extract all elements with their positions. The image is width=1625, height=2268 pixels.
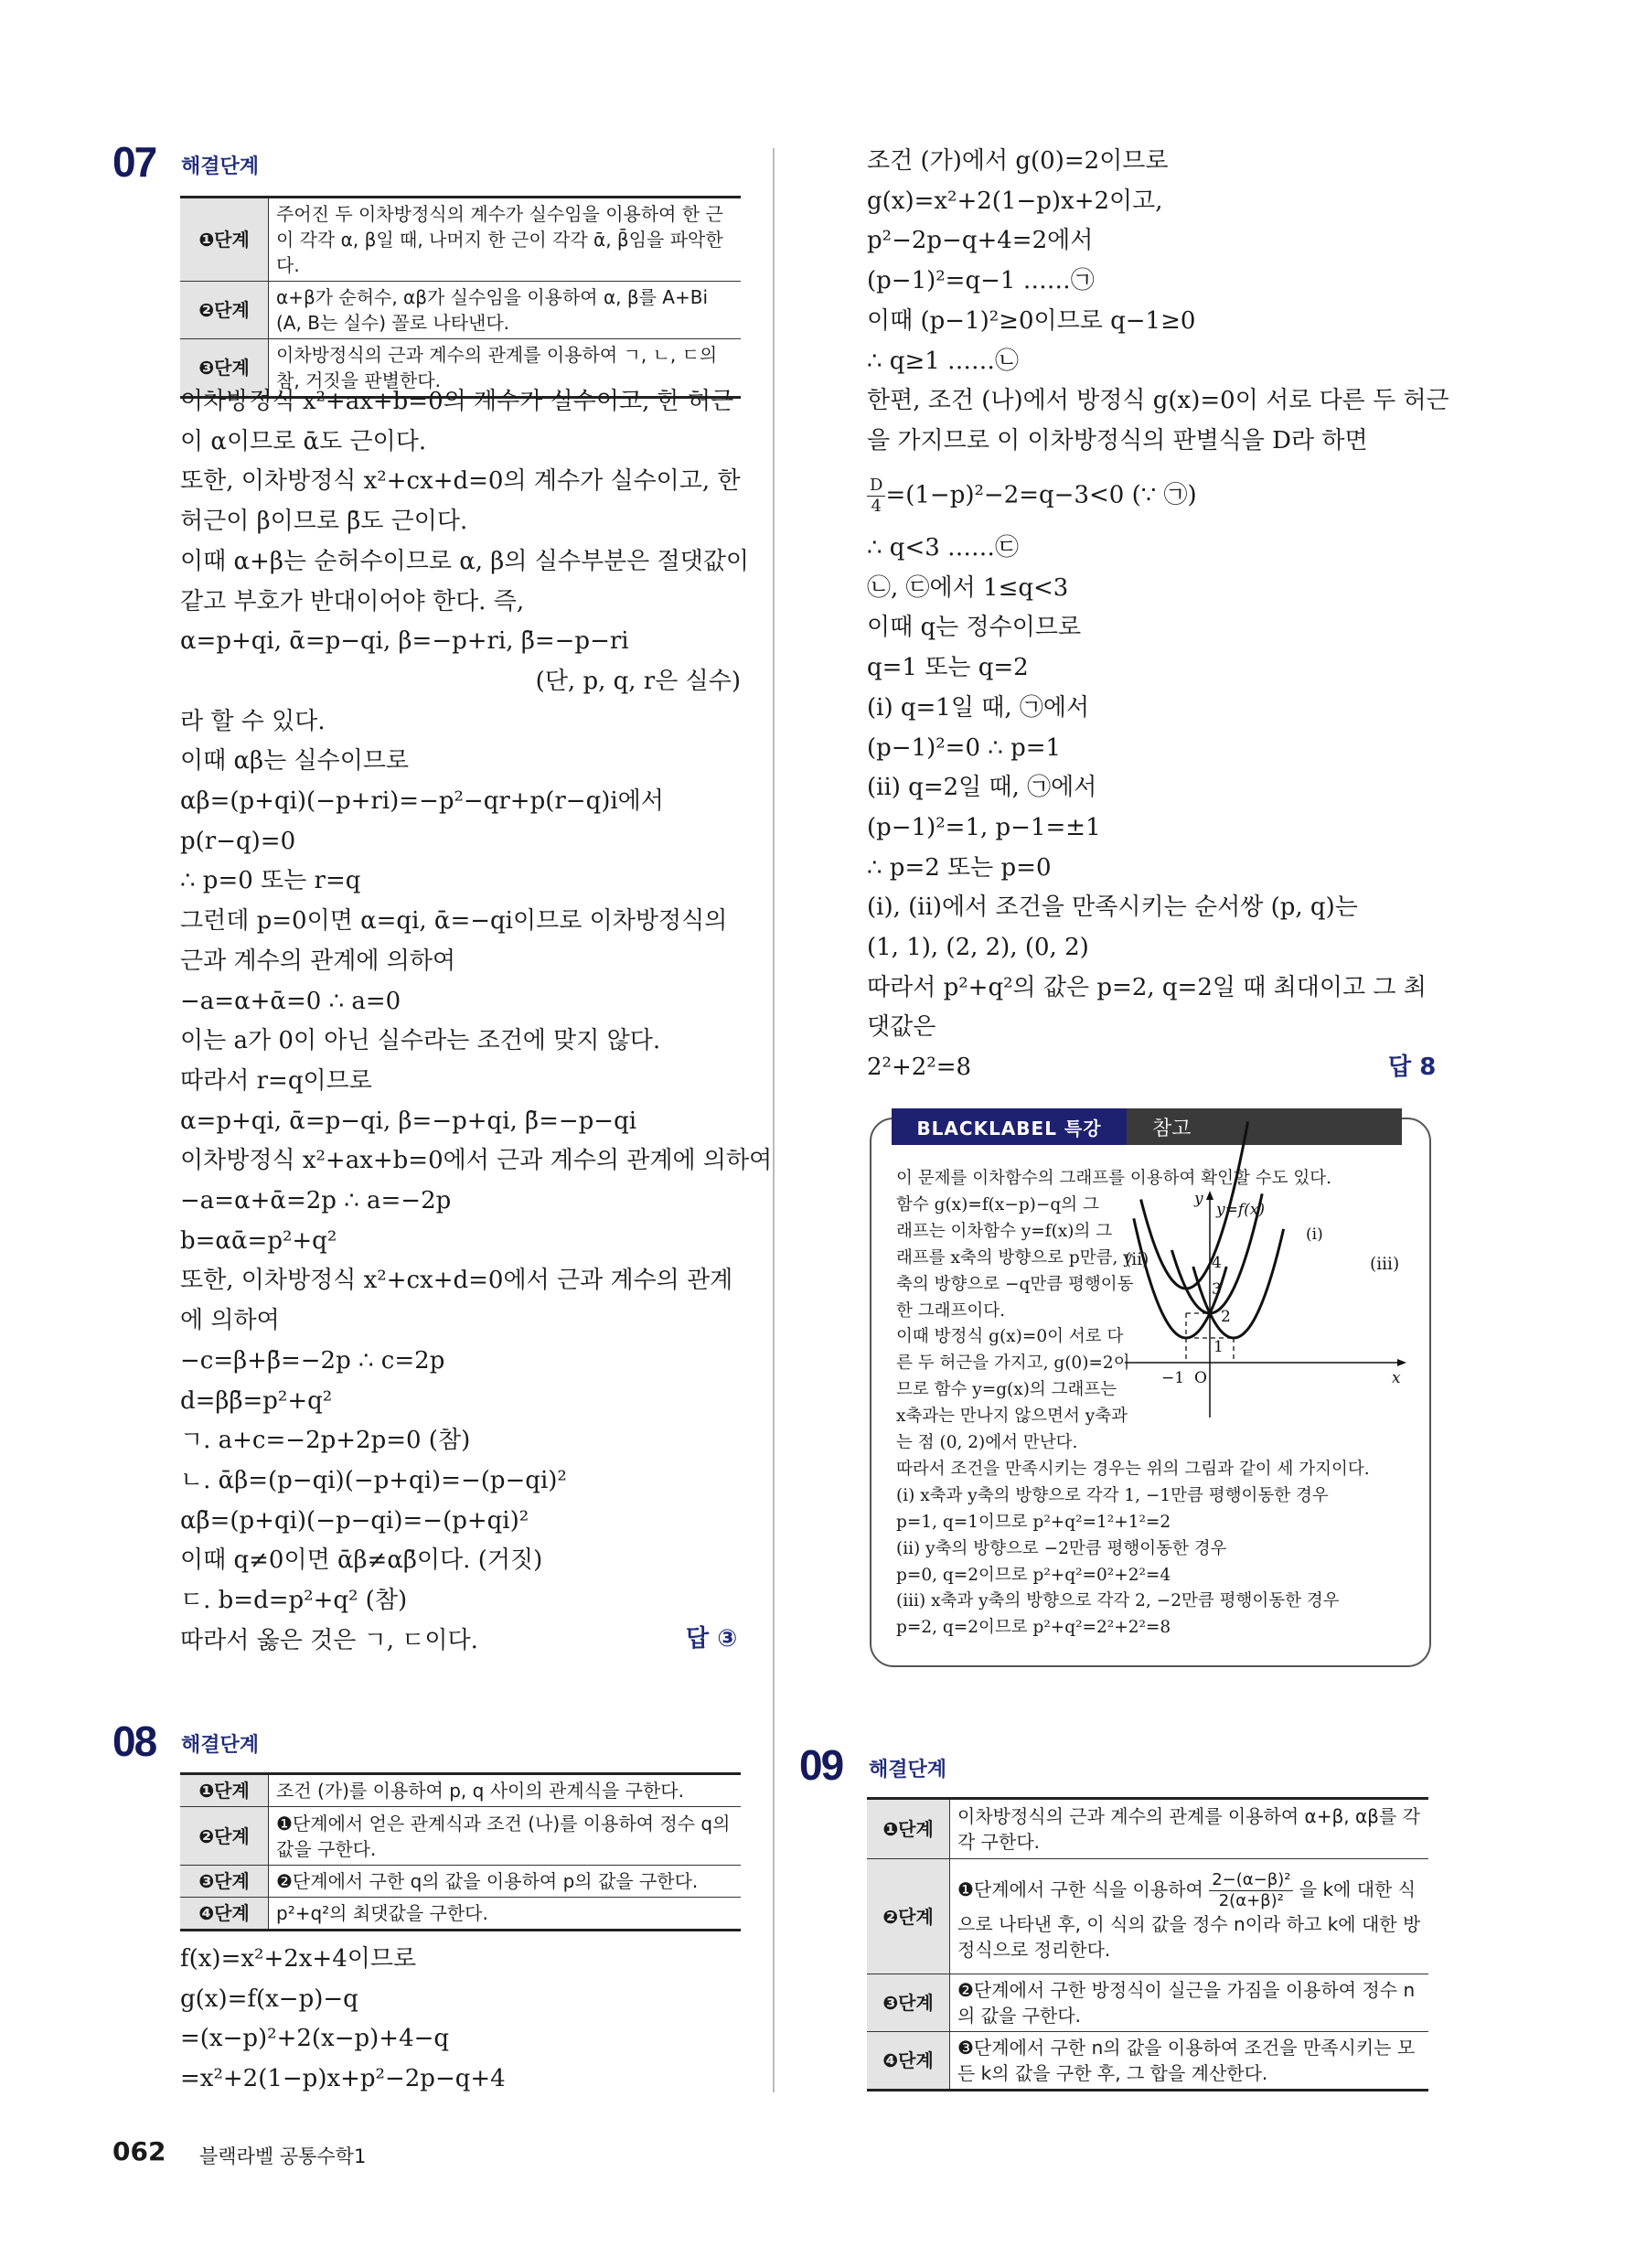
text-line: 므로 함수 y=g(x)의 그래프는 xyxy=(896,1380,1117,1400)
blacklabel-subtitle: 참고 xyxy=(1127,1108,1402,1145)
step-row xyxy=(180,1774,741,1807)
text-line: −a=α+ᾱ=2p ∴ a=−2p xyxy=(180,1187,452,1214)
step-row xyxy=(867,1799,1428,1859)
step-label: ❶단계 xyxy=(180,198,269,282)
numerator: D xyxy=(867,476,885,497)
fraction xyxy=(867,476,885,517)
steps-table-08 xyxy=(180,1772,741,1931)
text-line: 이때 방정식 g(x)=0이 서로 다 xyxy=(896,1327,1124,1347)
step-text: 이차방정식의 근과 계수의 관계를 이용하여 α+β, αβ를 각각 구한다. xyxy=(950,1799,1429,1859)
step-text: ❷단계에서 구한 방정식이 실근을 가짐을 이용하여 정수 n의 값을 구한다. xyxy=(950,1974,1429,2032)
text-line: d=ββ̄=p²+q² xyxy=(180,1386,333,1415)
text-line: x축과는 만나지 않으면서 y축과 xyxy=(896,1407,1128,1427)
solution-steps-heading-09: 해결단계 xyxy=(869,1759,947,1781)
text-line: 따라서 r=q이므로 xyxy=(180,1066,372,1095)
text-line: 그런데 p=0이면 α=qi, ᾱ=−qi이므로 이차방정식의 xyxy=(180,907,728,936)
tick-3: 3 xyxy=(1212,1280,1222,1299)
step-row xyxy=(867,1859,1428,1974)
text-line: 한편, 조건 (나)에서 방정식 g(x)=0이 서로 다른 두 허근 xyxy=(867,387,1449,415)
text-line: α=p+qi, ᾱ=p−qi, β=−p+qi, β̄=−p−qi xyxy=(180,1107,637,1135)
text-line: =x²+2(1−p)x+p²−2p−q+4 xyxy=(180,2065,506,2093)
step-text: ❷단계에서 구한 q의 값을 이용하여 p의 값을 구한다. xyxy=(269,1866,742,1898)
step-label: ❹단계 xyxy=(180,1898,269,1931)
blacklabel-tab xyxy=(892,1108,1402,1145)
text-line: 근과 계수의 관계에 의하여 xyxy=(180,947,456,975)
fraction xyxy=(1209,1870,1293,1911)
tick-4: 4 xyxy=(1212,1254,1222,1272)
text-line: 이때 (p−1)²≥0이므로 q−1≥0 xyxy=(867,306,1196,335)
text-line: (p−1)²=q−1 ……㉠ xyxy=(867,267,1095,295)
step-row xyxy=(867,2032,1428,2091)
text-line: g(x)=x²+2(1−p)x+2이고, xyxy=(867,187,1163,215)
answer-07 xyxy=(686,1622,737,1655)
text-line: 이 문제를 이차함수의 그래프를 이용하여 확인할 수도 있다. xyxy=(896,1169,1331,1188)
y-axis-label: y xyxy=(1194,1190,1203,1208)
text-line: (단, p, q, r은 실수) xyxy=(535,667,741,695)
step-text: p²+q²의 최댓값을 구한다. xyxy=(276,1902,488,1924)
text-line: 이때 q≠0이면 ᾱβ≠αβ̄이다. (거짓) xyxy=(180,1546,543,1575)
x-axis-label: x xyxy=(1392,1369,1401,1387)
curve-i-label: (i) xyxy=(1306,1225,1323,1244)
step-label: ❶단계 xyxy=(180,1774,269,1807)
problem-number-09: 09 xyxy=(799,1741,843,1789)
problem-number-07: 07 xyxy=(112,138,156,186)
text-line: 따라서 p²+q²의 값은 p=2, q=2일 때 최대이고 그 최 xyxy=(867,973,1427,1001)
step-label: ❹단계 xyxy=(867,2032,950,2091)
step-text-post: 을 k에 대한 식으로 나타낸 후, 이 식의 값을 정수 n이라 하고 k에 대한 방정식으로 정리한다. xyxy=(957,1878,1421,1961)
text-line: =(x−p)²+2(x−p)+4−q xyxy=(180,2025,450,2053)
step-row xyxy=(867,1974,1428,2032)
denominator: 2(α+β)² xyxy=(1218,1891,1284,1910)
text-line: (i) q=1일 때, ㉠에서 xyxy=(867,693,1090,722)
text-line: 는 점 (0, 2)에서 만난다. xyxy=(896,1433,1078,1452)
step-text: 조건 (가)를 이용하여 p, q 사이의 관계식을 구한다. xyxy=(269,1774,742,1807)
text-line: 따라서 조건을 만족시키는 경우는 위의 그림과 같이 세 가지이다. xyxy=(896,1459,1370,1479)
text-line: p=2, q=2이므로 p²+q²=2²+2²=8 xyxy=(896,1618,1171,1638)
text-line: 이차방정식 x²+ax+b=0의 계수가 실수이고, 한 허근 xyxy=(180,388,734,415)
text-line: ∴ q<3 ……㉢ xyxy=(867,534,1020,562)
text-line: g(x)=f(x−p)−q xyxy=(180,1984,358,2013)
text-line: 이 α이므로 ᾱ도 근이다. xyxy=(180,427,427,455)
text-line: 른 두 허근을 가지고, g(0)=2이 xyxy=(896,1353,1130,1374)
text-line: (1, 1), (2, 2), (0, 2) xyxy=(867,934,1089,961)
step-row xyxy=(180,1866,741,1898)
text-line: ∴ p=0 또는 r=q xyxy=(180,867,361,895)
step-label: ❸단계 xyxy=(180,339,269,398)
text-line: (p−1)²=1, p−1=±1 xyxy=(867,813,1101,841)
text-line: 래프를 x축의 방향으로 p만큼, y xyxy=(896,1247,1133,1268)
text-line: 따라서 옳은 것은 ㄱ, ㄷ이다. xyxy=(180,1626,478,1654)
step-row xyxy=(180,282,741,339)
y-axis-arrow xyxy=(1206,1191,1213,1200)
steps-table-07 xyxy=(180,196,741,399)
text-line: −a=α+ᾱ=0 ∴ a=0 xyxy=(180,987,401,1015)
text-line: 이때 α+β는 순허수이므로 α, β의 실수부분은 절댓값이 xyxy=(180,547,750,575)
text-line: (ii) q=2일 때, ㉠에서 xyxy=(867,774,1097,802)
text-line: ∴ p=2 또는 p=0 xyxy=(867,853,1052,882)
text-line: (iii) x축과 y축의 방향으로 각각 2, −2만큼 평행이동한 경우 xyxy=(896,1591,1340,1611)
step-row xyxy=(180,1898,741,1931)
step-label: ❸단계 xyxy=(867,1974,950,2032)
text-line: 댓값은 xyxy=(867,1013,936,1042)
text-line: 축의 방향으로 −q만큼 평행이동 xyxy=(896,1274,1134,1294)
f-curve-label: y=f(x) xyxy=(1216,1201,1265,1219)
text-line: q=1 또는 q=2 xyxy=(867,654,1029,682)
text-line: αβ=(p+qi)(−p+ri)=−p²−qr+p(r−q)i에서 xyxy=(180,787,664,815)
answer-value: 8 xyxy=(1419,1054,1437,1081)
step-row xyxy=(180,1807,741,1866)
answer-value: ③ xyxy=(717,1625,738,1653)
text-line: 한 그래프이다. xyxy=(896,1300,1005,1321)
text-line: 을 가지므로 이 이차방정식의 판별식을 D라 하면 xyxy=(867,426,1368,455)
step-row xyxy=(180,198,741,282)
text-line: b=αᾱ=p²+q² xyxy=(180,1226,337,1255)
step-label: ❶단계 xyxy=(867,1799,950,1859)
text-line: 또한, 이차방정식 x²+cx+d=0의 계수가 실수이고, 한 xyxy=(180,467,741,496)
text-line: (ii) y축의 방향으로 −2만큼 평행이동한 경우 xyxy=(896,1538,1227,1558)
curve-ii-label: (ii) xyxy=(1125,1250,1149,1269)
answer-label: 답 xyxy=(1388,1054,1412,1081)
text-line: 같고 부호가 반대이어야 한다. 즉, xyxy=(180,587,525,615)
x-axis-arrow xyxy=(1397,1359,1406,1366)
curve-iii-label: (iii) xyxy=(1370,1255,1400,1274)
tick-minus-1: −1 xyxy=(1161,1369,1185,1387)
answer-08 xyxy=(1388,1051,1436,1084)
text-line: 이때 αβ는 실수이므로 xyxy=(180,747,410,776)
text-line: ㄴ. ᾱβ=(p−qi)(−p+qi)=−(p−qi)² xyxy=(180,1466,567,1494)
blacklabel-title: BLACKLABEL 특강 xyxy=(892,1108,1127,1145)
text-line: 에 의하여 xyxy=(180,1307,280,1335)
text-line: −c=β+β̄=−2p ∴ c=2p xyxy=(180,1346,445,1375)
tick-2: 2 xyxy=(1221,1308,1231,1326)
answer-label: 답 xyxy=(686,1625,710,1653)
step-text: α+β가 순허수, αβ가 실수임을 이용하여 α, β를 A+Bi (A, B는 실수) 꼴로 나타낸다. xyxy=(269,282,742,339)
column-divider xyxy=(773,148,775,2092)
tick-1: 1 xyxy=(1213,1338,1224,1356)
text-line: p=1, q=1이므로 p²+q²=1²+1²=2 xyxy=(896,1512,1171,1532)
book-title: 블랙라벨 공통수학1 xyxy=(199,2145,367,2167)
step-label: ❷단계 xyxy=(180,282,269,339)
steps-table-09 xyxy=(867,1797,1428,2091)
text-line: (p−1)²=0 ∴ p=1 xyxy=(867,733,1062,762)
page-number: 062 xyxy=(112,2136,166,2166)
discriminant-line xyxy=(867,476,1197,517)
numerator: 2−(α−β)² xyxy=(1209,1870,1293,1891)
text-line: p=0, q=2이므로 p²+q²=0²+2²=4 xyxy=(896,1565,1171,1585)
solution-steps-heading-08: 해결단계 xyxy=(181,1734,260,1757)
fraction-rest: =(1−p)²−2=q−3<0 (∵ ㉠) xyxy=(885,481,1197,509)
text-line: f(x)=x²+2x+4이므로 xyxy=(180,1945,417,1973)
text-line: 또한, 이차방정식 x²+cx+d=0에서 근과 계수의 관계 xyxy=(180,1267,733,1295)
text-line: (i) x축과 y축의 방향으로 각각 1, −1만큼 평행이동한 경우 xyxy=(896,1485,1329,1505)
solution-steps-heading-07: 해결단계 xyxy=(181,155,260,178)
text-line: 라 할 수 있다. xyxy=(180,707,326,735)
text-line: ∴ q≥1 ……㉡ xyxy=(867,347,1020,375)
step-text xyxy=(950,1859,1429,1974)
text-line: ㄷ. b=d=p²+q² (참) xyxy=(180,1587,408,1614)
text-line: αβ̄=(p+qi)(−p−qi)=−(p+qi)² xyxy=(180,1506,529,1535)
text-line: 이는 a가 0이 아닌 실수라는 조건에 맞지 않다. xyxy=(180,1027,661,1055)
text-line: ㉡, ㉢에서 1≤q<3 xyxy=(867,573,1069,602)
origin-label: O xyxy=(1194,1369,1207,1387)
step-label: ❸단계 xyxy=(180,1866,269,1898)
text-line: 이때 q는 정수이므로 xyxy=(867,614,1082,642)
step-label: ❷단계 xyxy=(180,1807,269,1866)
text-line: 조건 (가)에서 g(0)=2이므로 xyxy=(867,147,1169,175)
text-line: 래프는 이차함수 y=f(x)의 그 xyxy=(896,1221,1113,1241)
step-text-pre: ❶단계에서 구한 식을 이용하여 xyxy=(957,1878,1203,1900)
text-line: p²−2p−q+4=2에서 xyxy=(867,227,1094,255)
text-line: 허근이 β이므로 β̄도 근이다. xyxy=(180,508,468,536)
text-line: (i), (ii)에서 조건을 만족시키는 순서쌍 (p, q)는 xyxy=(867,893,1358,922)
step-text: ❶단계에서 얻은 관계식과 조건 (나)를 이용하여 정수 q의 값을 구한다. xyxy=(269,1807,742,1866)
step-text: 주어진 두 이차방정식의 계수가 실수임을 이용하여 한 근이 각각 α, β일 때, 나머지 한 근이 각각 ᾱ, β̄임을 파악한다. xyxy=(269,198,742,282)
text-line: 함수 g(x)=f(x−p)−q의 그 xyxy=(896,1194,1099,1214)
step-text: ❸단계에서 구한 n의 값을 이용하여 조건을 만족시키는 모든 k의 값을 구한 후, 그 합을 계산한다. xyxy=(957,2037,1416,2084)
text-line: α=p+qi, ᾱ=p−qi, β=−p+ri, β̄=−p−ri xyxy=(180,627,629,656)
step-text: 이차방정식의 근과 계수의 관계를 이용하여 ㄱ, ㄴ, ㄷ의 참, 거짓을 판별한다. xyxy=(276,344,718,391)
denominator: 4 xyxy=(871,497,882,516)
parabola-graph xyxy=(1161,1189,1408,1408)
problem-number-08: 08 xyxy=(112,1717,156,1765)
text-line: ㄱ. a+c=−2p+2p=0 (참) xyxy=(180,1427,471,1455)
text-line: p(r−q)=0 xyxy=(180,827,296,855)
step-label: ❷단계 xyxy=(867,1859,950,1974)
text-line: 이차방정식 x²+ax+b=0에서 근과 계수의 관계에 의하여 xyxy=(180,1147,773,1175)
text-line: 2²+2²=8 xyxy=(867,1054,972,1082)
